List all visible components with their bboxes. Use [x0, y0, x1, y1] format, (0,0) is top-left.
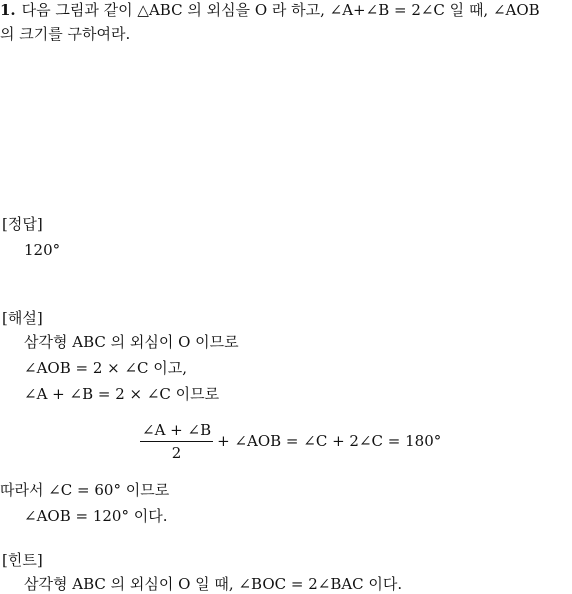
- answer-value: 120°: [24, 241, 61, 259]
- answer-label: [정답]: [2, 215, 43, 233]
- problem-text-1: 다음 그림과 같이 △ABC 의 외심을 O 라 하고, ∠A+∠B = 2∠C 일 때, ∠AOB: [21, 1, 540, 19]
- explanation-label: [해설]: [2, 309, 43, 327]
- problem-number: 1.: [0, 1, 16, 19]
- equation-rest: + ∠AOB = ∠C + 2∠C = 180°: [217, 432, 442, 450]
- explanation-line-4: 따라서 ∠C = 60° 이므로: [0, 481, 170, 499]
- fraction-denominator: 2: [171, 443, 182, 462]
- problem-line-2: 의 크기를 구하여라.: [0, 25, 131, 43]
- fraction: [140, 421, 213, 462]
- explanation-line-1: 삼각형 ABC 의 외심이 O 이므로: [24, 333, 239, 351]
- fraction-equation: [140, 418, 441, 464]
- explanation-line-5: ∠AOB = 120° 이다.: [24, 507, 168, 525]
- explanation-line-2: ∠AOB = 2 × ∠C 이고,: [24, 359, 188, 377]
- explanation-line-3: ∠A + ∠B = 2 × ∠C 이므로: [24, 385, 220, 403]
- hint-line-1: 삼각형 ABC 의 외심이 O 일 때, ∠BOC = 2∠BAC 이다.: [24, 575, 403, 593]
- problem-line-1: [0, 0, 540, 20]
- fraction-numerator: ∠A + ∠B: [140, 421, 213, 442]
- hint-label: [힌트]: [2, 551, 43, 569]
